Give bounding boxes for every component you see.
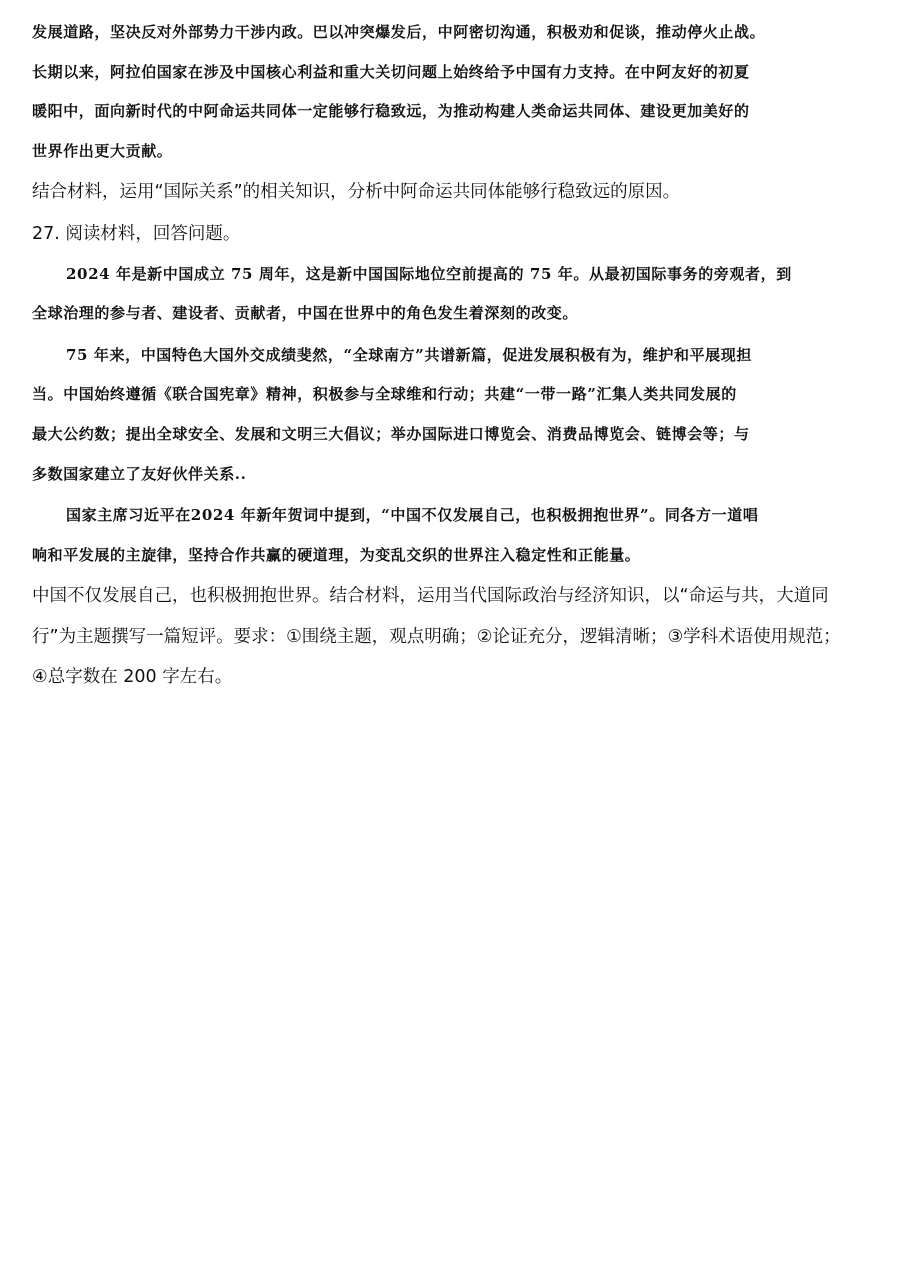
material-26-line-1: 发展道路，坚决反对外部势力干涉内政。巴以冲突爆发后，中阿密切沟通，积极劝和促谈，推动停火止战。 (32, 23, 766, 41)
question-27-para1-line-2: 全球治理的参与者、建设者、贡献者，中国在世界中的角色发生着深刻的改变。 (32, 304, 579, 322)
material-26-line-3: 暖阳中，面向新时代的中阿命运共同体一定能够行稳致远，为推动构建人类命运共同体、建设更加美好的 (32, 102, 750, 120)
question-27-prompt-line-3: ④总字数在 200 字左右。 (32, 667, 233, 687)
question-27-prompt-line-1: 中国不仅发展自己，也积极拥抱世界。结合材料，运用当代国际政治与经济知识，以“命运与共，大道同 (32, 586, 829, 606)
question-27-heading: 27. 阅读材料，回答问题。 (32, 224, 241, 244)
question-26-prompt: 结合材料，运用“国际关系”的相关知识，分析中阿命运共同体能够行稳致远的原因。 (32, 182, 681, 202)
question-27-para3-line-2: 响和平发展的主旋律，坚持合作共赢的硬道理，为变乱交织的世界注入稳定性和正能量。 (32, 546, 641, 564)
question-27-para2-line-1: 75 年来，中国特色大国外交成绩斐然，“全球南方”共谱新篇，促进发展积极有为，维护和平展现担 (66, 346, 752, 364)
question-27-para1-line-1: 2024 年是新中国成立 75 周年，这是新中国国际地位空前提高的 75 年。从最初国际事务的旁观者，到 (66, 265, 792, 283)
material-26-line-2: 长期以来，阿拉伯国家在涉及中国核心利益和重大关切问题上始终给予中国有力支持。在中阿友好的初夏 (32, 63, 750, 81)
question-27-para2-line-4: 多数国家建立了友好伙伴关系.. (32, 465, 247, 483)
question-27-para3-line-1: 国家主席习近平在2024 年新年贺词中提到，“中国不仅发展自己，也积极拥抱世界”。同各方一道唱 (66, 506, 759, 524)
question-27-para2-line-3: 最大公约数；提出全球安全、发展和文明三大倡议；举办国际进口博览会、消费品博览会、链博会等；与 (32, 425, 750, 443)
question-27-para2-line-2: 当。中国始终遵循《联合国宪章》精神，积极参与全球维和行动；共建“一带一路”汇集人类共同发展的 (32, 385, 737, 403)
question-27-prompt-line-2: 行”为主题撰写一篇短评。要求：①围绕主题，观点明确；②论证充分，逻辑清晰；③学科术语使用规范； (32, 627, 841, 647)
material-26-line-4: 世界作出更大贡献。 (32, 142, 173, 160)
